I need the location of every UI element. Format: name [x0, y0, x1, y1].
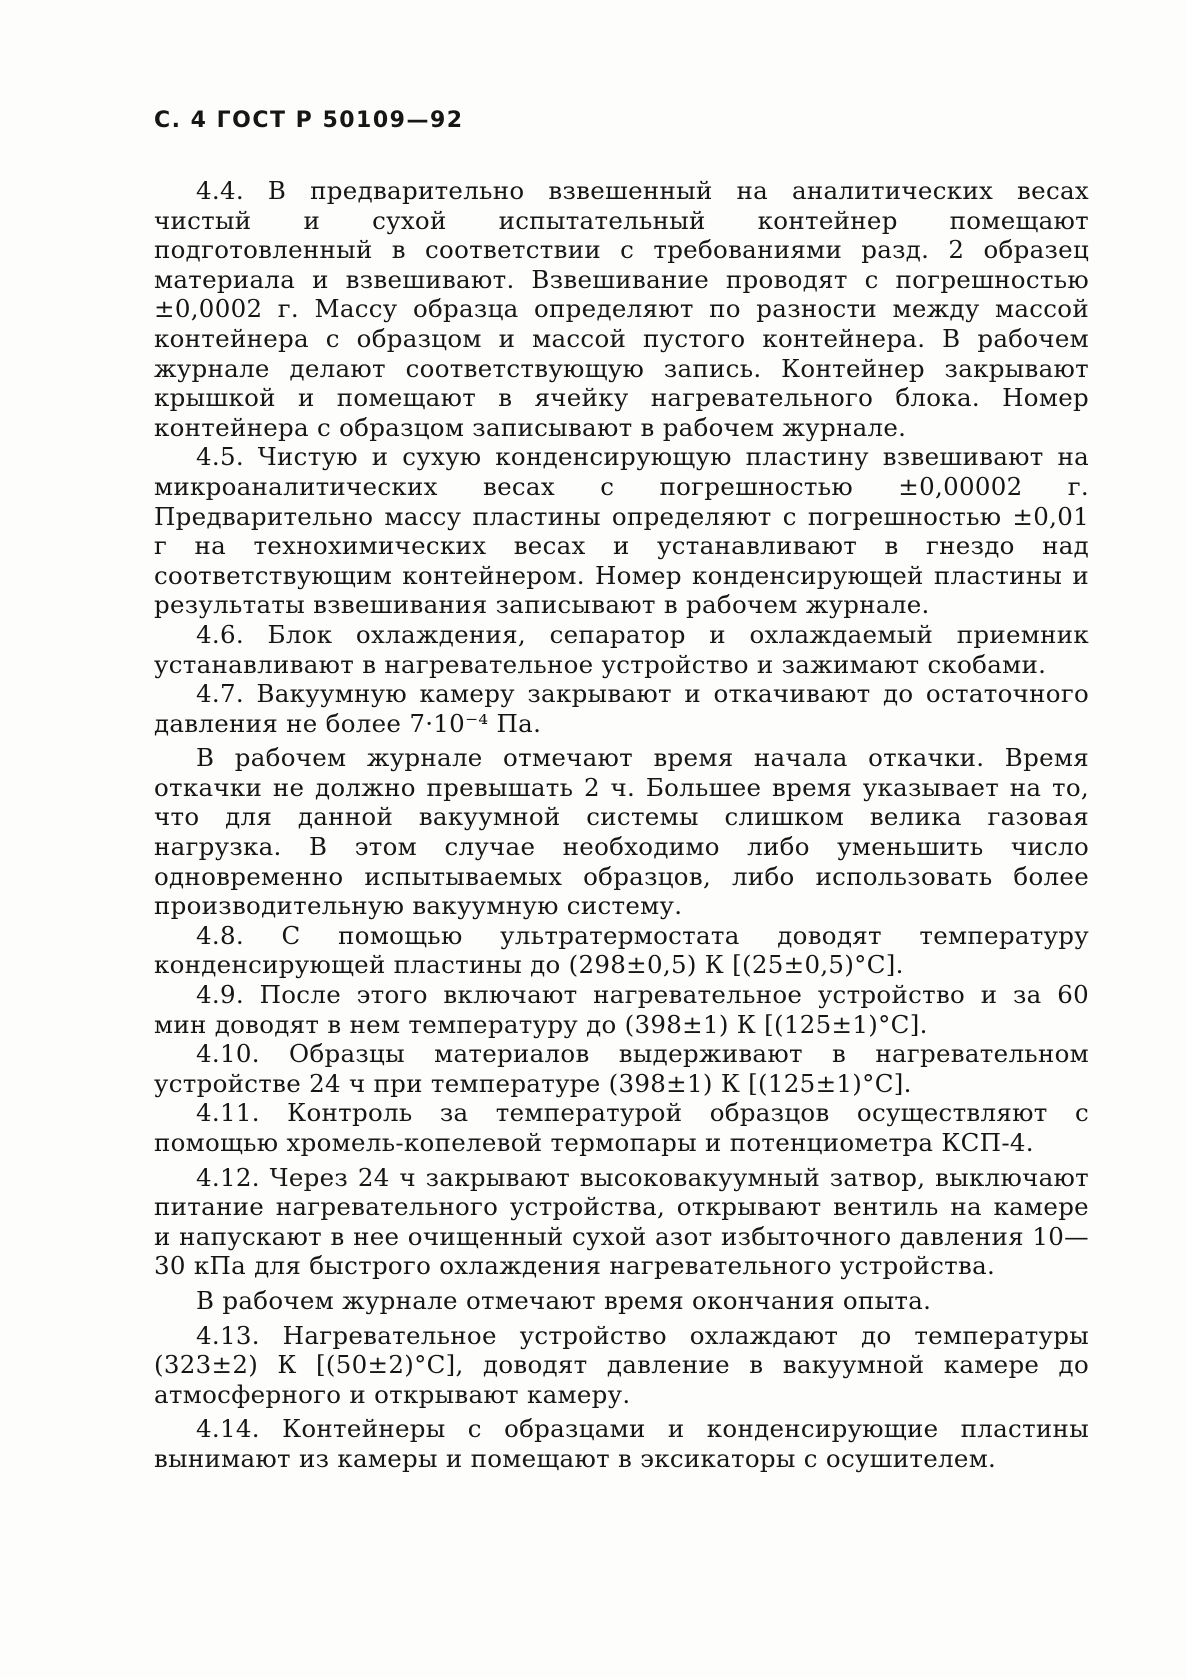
body-text	[154, 176, 1089, 1474]
paragraph-4-5: 4.5. Чистую и сухую конденсирующую пластину взвешивают на микроаналитических весах с погрешностью ±0,00002 г. Предварительно массу пластины определяют с погрешностью ±0,01 г на технохимических весах и устанавливают в гнездо над соответствующим контейнером. Номер конденсирующей пластины и результаты взвешивания записывают в рабочем журнале.	[154, 442, 1089, 620]
paragraph-4-8: 4.8. С помощью ультратермостата доводят температуру конденсирующей пластины до (298±0,5) К [(25±0,5)°С].	[154, 920, 1089, 980]
paragraph-4-14: 4.14. Контейнеры с образцами и конденсирующие пластины вынимают из камеры и помещают в эксикаторы с осушителем.	[154, 1414, 1089, 1473]
paragraph-4-13: 4.13. Нагревательное устройство охлаждают до температуры (323±2) К [(50±2)°С], доводят давление в вакуумной камере до атмосферного и открывают камеру.	[154, 1320, 1089, 1409]
paragraph-4-12: 4.12. Через 24 ч закрывают высоковакуумный затвор, выключают питание нагревательного устройства, открывают вентиль на камере и напускают в нее очищенный сухой азот избыточного давления 10—30 кПа для быстрого охлаждения нагревательного устройства.	[154, 1162, 1089, 1281]
running-header: С. 4 ГОСТ Р 50109—92	[154, 108, 464, 133]
paragraph-4-7-note: В рабочем журнале отмечают время начала откачки. Время откачки не должно превышать 2 ч. Большее время указывает на то, что для данной вакуумной системы слишком велика газовая нагрузка. В этом случае необходимо либо уменьшить число одновременно испытываемых образцов, либо использовать более производительную вакуумную систему.	[154, 743, 1089, 921]
paragraph-4-9: 4.9. После этого включают нагревательное устройство и за 60 мин доводят в нем температуру до (398±1) К [(125±1)°С].	[154, 980, 1089, 1039]
paragraph-4-7: 4.7. Вакуумную камеру закрывают и откачивают до остаточного давления не более 7·10⁻⁴ Па.	[154, 679, 1089, 738]
paragraph-4-4: 4.4. В предварительно взвешенный на аналитических весах чистый и сухой испытательный контейнер помещают подготовленный в соответствии с требованиями разд. 2 образец материала и взвешивают. Взвешивание проводят с погрешностью ±0,0002 г. Массу образца определяют по разности между массой контейнера с образцом и массой пустого контейнера. В рабочем журнале делают соответствующую запись. Контейнер закрывают крышкой и помещают в ячейку нагревательного блока. Номер контейнера с образцом записывают в рабочем журнале.	[154, 176, 1089, 442]
paragraph-4-12-note: В рабочем журнале отмечают время окончания опыта.	[196, 1285, 932, 1315]
paragraph-4-6: 4.6. Блок охлаждения, сепаратор и охлаждаемый приемник устанавливают в нагревательное устройство и зажимают скобами.	[154, 619, 1089, 679]
paragraph-4-11: 4.11. Контроль за температурой образцов осуществляют с помощью хромель-копелевой термопары и потенциометра КСП-4.	[154, 1098, 1089, 1157]
paragraph-4-10: 4.10. Образцы материалов выдерживают в нагревательном устройстве 24 ч при температуре (398±1) К [(125±1)°С].	[154, 1039, 1089, 1098]
